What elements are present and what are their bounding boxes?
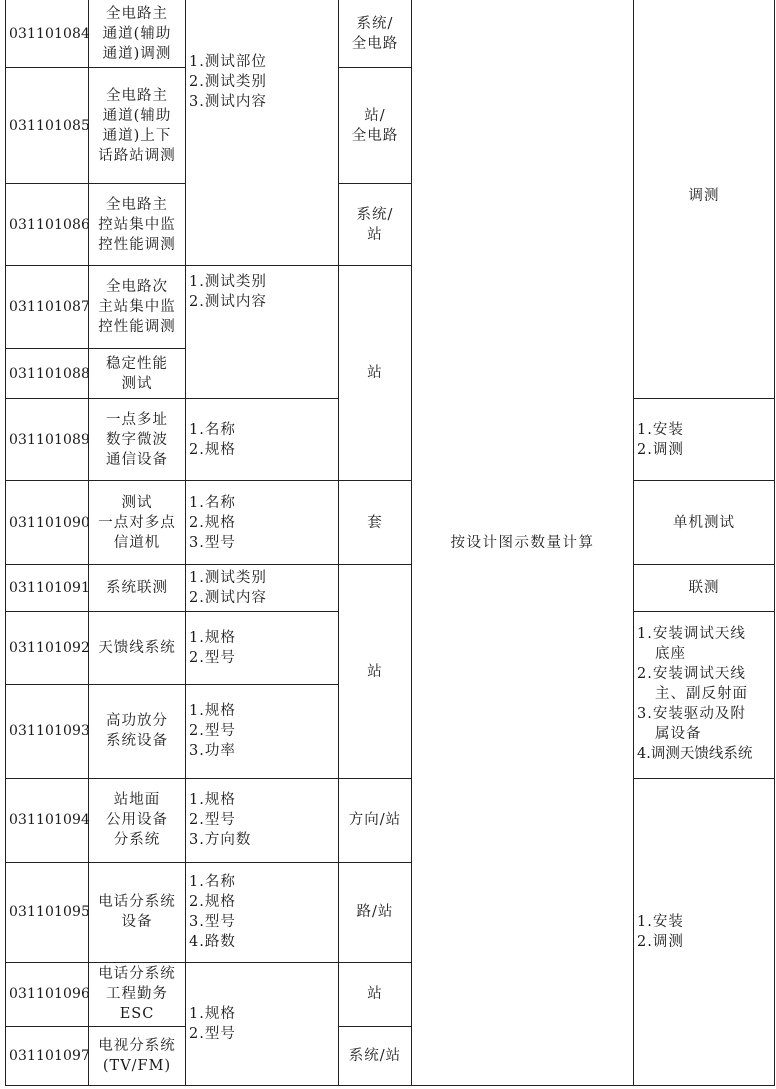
item-code: 031101086 xyxy=(6,184,89,266)
item-features: 1.测试部位 2.测试类别 3.测试内容 xyxy=(186,0,339,266)
item-name: 电视分系统 (TV/FM) xyxy=(89,1026,186,1085)
item-name: 稳定性能 测试 xyxy=(89,349,186,399)
item-features: 1.名称 2.规格 xyxy=(186,399,339,481)
item-features: 1.名称 2.规格 3.型号 xyxy=(186,481,339,565)
item-code: 031101092 xyxy=(6,612,89,684)
item-features: 1.规格 2.型号 3.功率 xyxy=(186,684,339,778)
item-code: 031101085 xyxy=(6,68,89,184)
item-code: 031101091 xyxy=(6,565,89,612)
item-code: 031101087 xyxy=(6,266,89,349)
work-content-cell: 单机测试 xyxy=(634,481,775,565)
table-row xyxy=(6,481,775,565)
unit-cell: 系统/ 站 xyxy=(339,184,412,266)
item-name: 系统联测 xyxy=(89,565,186,612)
item-name: 一点多址 数字微波 通信设备 xyxy=(89,399,186,481)
unit-cell: 路/站 xyxy=(339,862,412,962)
item-features: 1.规格 2.型号 xyxy=(186,962,339,1085)
item-code: 031101089 xyxy=(6,399,89,481)
unit-cell: 站 xyxy=(339,266,412,481)
work-content-cell: 1.安装 2.调测 xyxy=(634,399,775,481)
unit-cell: 方向/站 xyxy=(339,778,412,862)
unit-cell: 系统/站 xyxy=(339,1026,412,1085)
item-name: 天馈线系统 xyxy=(89,612,186,684)
item-name: 站地面 公用设备 分系统 xyxy=(89,778,186,862)
item-code: 031101090 xyxy=(6,481,89,565)
unit-cell: 站 xyxy=(339,565,412,778)
item-features: 1.测试类别 2.测试内容 xyxy=(186,565,339,612)
item-code: 031101095 xyxy=(6,862,89,962)
unit-cell: 套 xyxy=(339,481,412,565)
spec-table xyxy=(5,0,775,1086)
table-row xyxy=(6,0,775,68)
item-code: 031101094 xyxy=(6,778,89,862)
work-content-cell: 1.安装调试天线 底座 2.安装调试天线 主、副反射面 3.安装驱动及附 属设备 4.调测天馈线系统 xyxy=(634,612,775,778)
item-code: 031101084 xyxy=(6,0,89,68)
item-name: 高功放分 系统设备 xyxy=(89,684,186,778)
item-name: 测试 一点对多点 信道机 xyxy=(89,481,186,565)
unit-cell: 站/ 全电路 xyxy=(339,68,412,184)
unit-cell: 站 xyxy=(339,962,412,1026)
unit-cell: 系统/ 全电路 xyxy=(339,0,412,68)
item-name: 电话分系统 设备 xyxy=(89,862,186,962)
table-row xyxy=(6,778,775,862)
item-code: 031101096 xyxy=(6,962,89,1026)
item-name: 全电路主 控站集中监 控性能调测 xyxy=(89,184,186,266)
item-name: 全电路主 通道(辅助 通道)调测 xyxy=(89,0,186,68)
item-features: 1.规格 2.型号 xyxy=(186,612,339,684)
table-row xyxy=(6,565,775,612)
item-name: 全电路主 通道(辅助 通道)上下 话路站调测 xyxy=(89,68,186,184)
item-code: 031101093 xyxy=(6,684,89,778)
item-features: 1.规格 2.型号 3.方向数 xyxy=(186,778,339,862)
item-features: 1.名称 2.规格 3.型号 4.路数 xyxy=(186,862,339,962)
item-features: 1.测试类别 2.测试内容 xyxy=(186,266,339,399)
measure-rule-cell: 按设计图示数量计算 xyxy=(412,0,634,1086)
item-code: 031101097 xyxy=(6,1026,89,1085)
item-name: 电话分系统 工程勤务 ESC xyxy=(89,962,186,1026)
work-content-cell: 1.安装 2.调测 xyxy=(634,778,775,1085)
item-code: 031101088 xyxy=(6,349,89,399)
work-content-cell: 联测 xyxy=(634,565,775,612)
item-name: 全电路次 主站集中监 控性能调测 xyxy=(89,266,186,349)
work-content-cell: 调测 xyxy=(634,0,775,399)
